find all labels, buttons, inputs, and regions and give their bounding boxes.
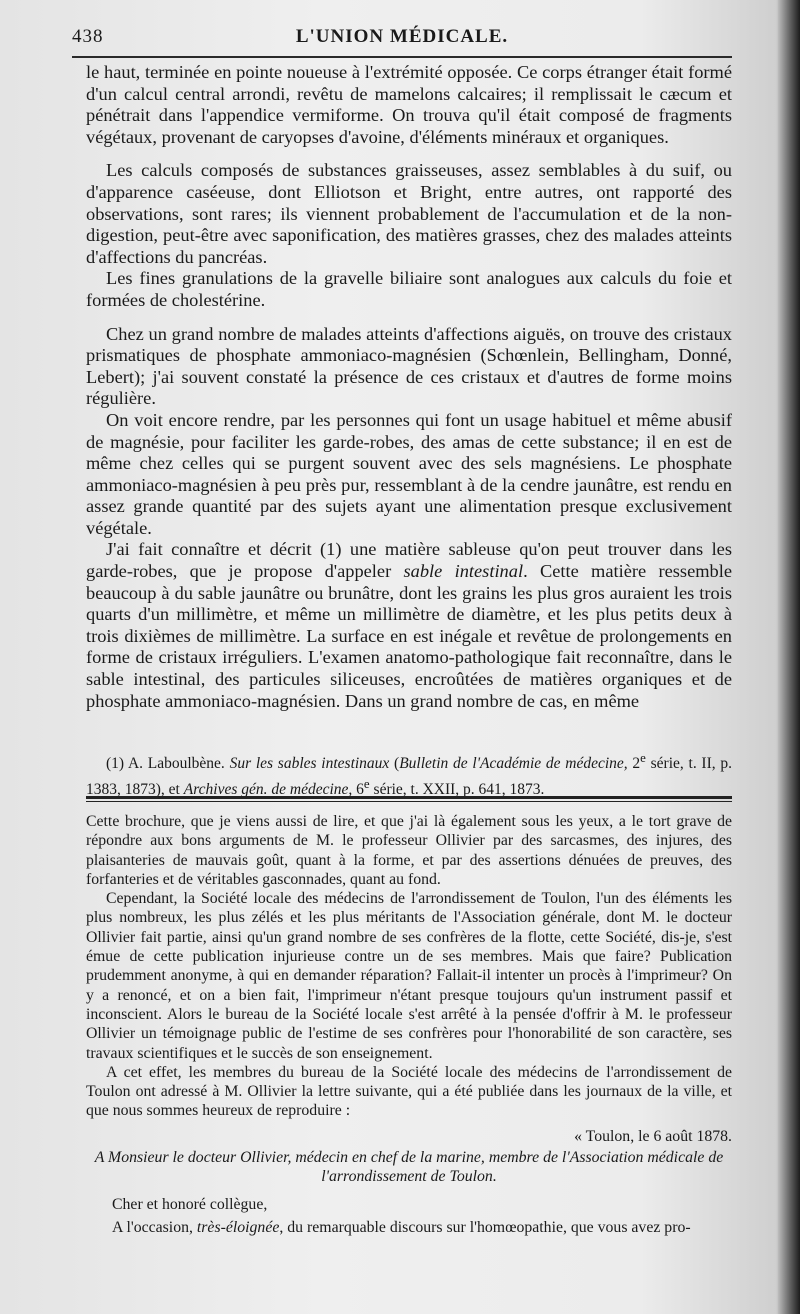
footnote-journal: Archives gén. de médecine,: [183, 781, 353, 799]
paragraph: Cette brochure, que je viens aussi de lire, et que j'ai là également sous les yeux, a le tort grave de répondre aux bons arguments de M. le professeur Ollivier par des sarcasmes, des injures, des plaisanteries de mauvais goût, quant à la forme, et par des assertions dénuées de preuves, des forfanteries et de véritables gasconnades, quant au fond.: [86, 813, 732, 888]
footnote-text: [86, 748, 732, 800]
text-run: série, t. XXII, p. 641, 1873.: [369, 781, 545, 799]
letter-first-line: [86, 1218, 732, 1237]
paragraph: Les fines granulations de la gravelle biliaire sont analogues aux calculs du foie et formées de cholestérine.: [86, 268, 732, 310]
running-header: [72, 22, 732, 52]
letter-address: A Monsieur le docteur Ollivier, médecin en chef de la marine, membre de l'Association médicale de l'arrondissement de Toulon.: [94, 1149, 724, 1186]
paragraph: Chez un grand nombre de malades atteints d'affections aiguës, on trouve des cristaux prismatiques de phosphate ammoniaco-magnésien (Schœnlein, Bellingham, Donné, Lebert); j'ai souvent constaté la présence de ces cristaux et d'autres de forme moins régulière.: [86, 323, 732, 409]
letter-dateline: « Toulon, le 6 août 1878.: [574, 1127, 732, 1145]
superscript: e: [363, 776, 370, 792]
superscript: e: [640, 750, 646, 765]
text-run: 6: [352, 781, 364, 799]
header-rule: [72, 56, 732, 58]
text-run: , du remarquable discours sur l'homœopathie, que vous avez pro-: [279, 1218, 691, 1236]
footnote: [86, 748, 732, 800]
text-run: série, t. II, p. 1383, 1873), et: [86, 755, 732, 799]
paragraph: Cependant, la Société locale des médecins de l'arrondissement de Toulon, l'un des éléments les plus nombreux, les plus zélés et les plus méritants de l'Association générale, dont M. le docteur Ollivier fait partie, ainsi qu'un grand nombre de ses confrères de la flotte, cette Société, dis-je, s'est émue de cette publication injurieuse contre un de ses membres. Mais que faire? Publication prudemment anonyme, à qui en demander réparation? Fallait-il intenter un procès à l'imprimeur? On y a renoncé, et on a bien fait, l'imprimeur n'étant presque toujours qu'un instrument passif et inconscient. Alors le bureau de la Société locale s'est arrêté à la pensée d'offrir à M. le professeur Ollivier un témoignage public de l'estime de ses confrères pour l'honorabilité de son caractère, ses travaux scientifiques et le succès de son enseignement.: [86, 890, 732, 1062]
paragraph: le haut, terminée en pointe noueuse à l'extrémité opposée. Ce corps étranger était formé d'un calcul central arrondi, revêtu de mamelons calcaires; il remplissait le cæcum et pénétrait dans l'appendice vermiforme. On trouva qu'il était composé de fragments végétaux, provenant de caryopses d'avoine, d'éléments minéraux et organiques.: [86, 62, 732, 147]
feuilleton-divider: [86, 796, 732, 802]
page-number: 438: [72, 26, 104, 47]
footnote-author: (1) A. Laboulbène.: [106, 755, 230, 773]
italic-term: sable intestinal: [403, 561, 524, 582]
text-run: A l'occasion,: [112, 1218, 197, 1236]
article-body: [86, 62, 732, 712]
footnote-journal: Bulletin de l'Académie de médecine,: [399, 755, 628, 773]
text-run: J'ai fait connaître et décrit (1) une matière sableuse qu'on peut trouver dans les garde-robes, que je propose d'appeler: [86, 539, 732, 582]
book-spine-shadow: [778, 0, 800, 1314]
italic-term: très-éloignée: [196, 1218, 280, 1236]
paragraph-sable-intestinal: [86, 539, 732, 712]
footnote-title: Sur les sables intestinaux: [229, 755, 390, 773]
text-run: (: [389, 755, 400, 773]
letter-greeting: Cher et honoré collègue,: [112, 1195, 268, 1213]
paragraph: A cet effet, les membres du bureau de la Société locale des médecins de l'arrondissement de Toulon ont adressé à M. Ollivier la lettre suivante, qui a été publiée dans les journaux de la ville, et que nous sommes heureux de reproduire :: [86, 1063, 732, 1120]
text-run: 2: [627, 755, 641, 773]
feuilleton-column: [86, 812, 732, 1237]
journal-title: L'UNION MÉDICALE.: [295, 26, 509, 47]
paragraph: Les calculs composés de substances graisseuses, assez semblables à du suif, ou d'apparence caséeuse, dont Elliotson et Bright, entre autres, ont rapporté des observations, sont rares; ils viennent probablement de l'accumulation et de la non-digestion, peut-être avec saponification, des matières grasses, chez des malades atteints d'affections du pancréas.: [86, 160, 732, 267]
paragraph: On voit encore rendre, par les personnes qui font un usage habituel et même abusif de magnésie, pour faciliter les garde-robes, des amas de cette substance; il en est de même chez celles qui se purgent souvent avec des sels magnésiens. Le phosphate ammoniaco-magnésien à peu près pur, ressemblant à de la cendre jaunâtre, est rendu en assez grande quantité par des sujets ayant une alimentation presque exclusivement végétale.: [86, 409, 732, 538]
text-run: . Cette matière ressemble beaucoup à du sable jaunâtre ou brunâtre, dont les grains les plus gros auraient les trois quarts d'un millimètre, et même un millimètre de diamètre, et les plus petits deux à trois dixièmes de millimètre. La surface en est inégale et revêtue de prolongements en forme de cristaux irréguliers. L'examen anatomo-pathologique fait reconnaître, dans le sable intestinal, des particules siliceuses, encroûtées de matières organiques et de phosphate ammoniaco-magnésien. Dans un grand nombre de cas, en même: [86, 561, 732, 711]
